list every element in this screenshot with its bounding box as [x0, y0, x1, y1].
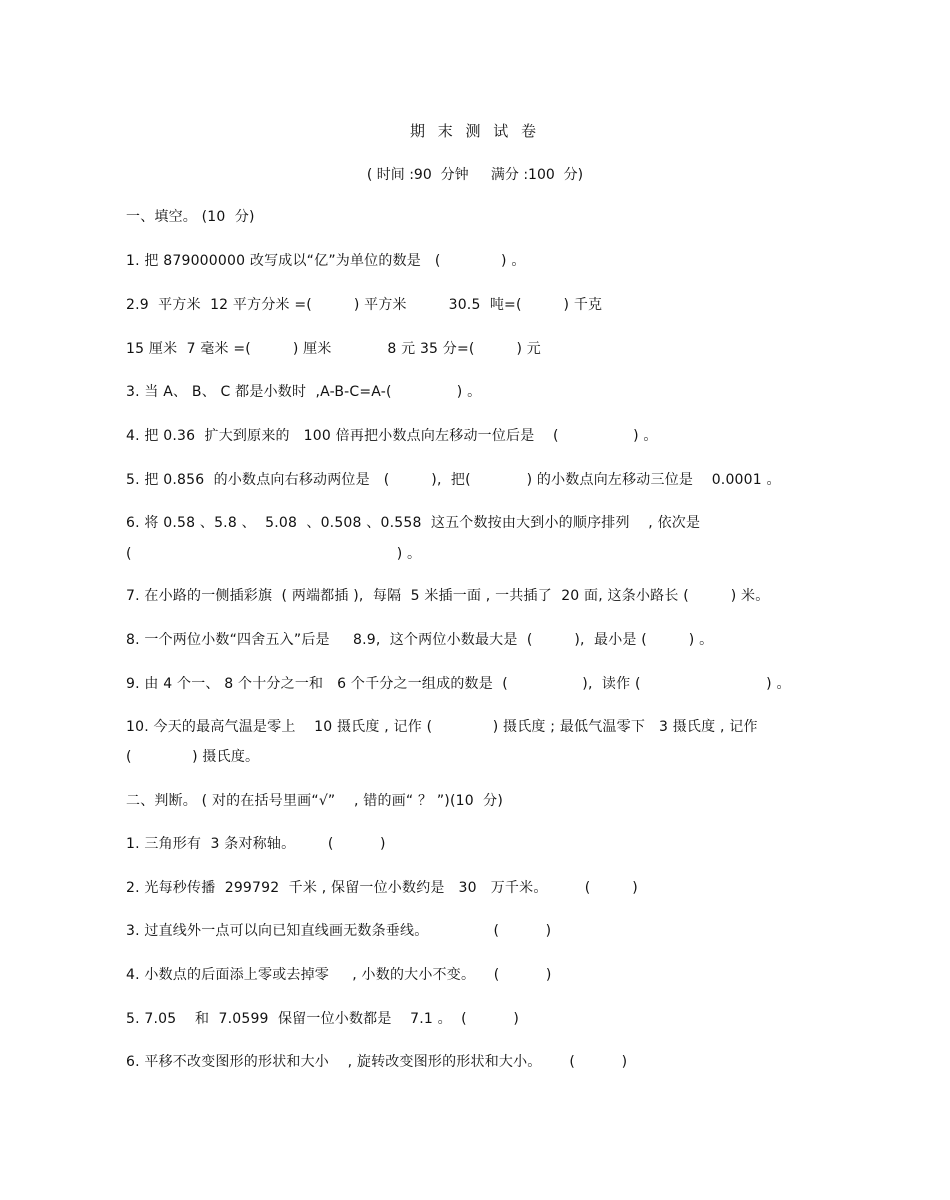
question-line: 10. 今天的最高气温是零上 10 摄氏度 , 记作 ( ) 摄氏度 ; 最低气温零下 3 摄氏度 , 记作	[126, 719, 758, 735]
question-line: 7. 在小路的一侧插彩旗 ( 两端都插 ), 每隔 5 米插一面 , 一共插了 20 面, 这条小路长 ( ) 米。	[126, 588, 770, 604]
exam-info: ( 时间 :90 分钟 满分 :100 分)	[366, 167, 584, 183]
question-line: 5. 把 0.856 的小数点向右移动两位是 ( ), 把( ) 的小数点向左移动三位是 0.0001 。	[126, 472, 781, 488]
question-line: 6. 平移不改变图形的形状和大小 , 旋转改变图形的形状和大小。 ( )	[126, 1054, 628, 1070]
question-line: 4. 把 0.36 扩大到原来的 100 倍再把小数点向左移动一位后是 ( ) 。	[126, 428, 658, 444]
section-heading-fill-in: 一、填空。 (10 分)	[126, 209, 255, 225]
question-line: 1. 把 879000000 改写成以“亿”为单位的数是 ( ) 。	[126, 253, 526, 269]
question-line: 9. 由 4 个一、 8 个十分之一和 6 个千分之一组成的数是 ( ), 读作 ( ) 。	[126, 676, 791, 692]
question-line: 3. 当 A、 B、 C 都是小数时 ,A-B-C=A-( ) 。	[126, 384, 482, 400]
question-line: 8. 一个两位小数“四舍五入”后是 8.9, 这个两位小数最大是 ( ), 最小是 ( ) 。	[126, 632, 714, 648]
question-line: 2.9 平方米 12 平方分米 =( ) 平方米 30.5 吨=( ) 千克	[126, 297, 603, 313]
question-line: 2. 光每秒传播 299792 千米 , 保留一位小数约是 30 万千米。 ( )	[126, 880, 638, 896]
page-title: 期 末 测 试 卷	[409, 122, 541, 140]
question-line: 1. 三角形有 3 条对称轴。 ( )	[126, 836, 386, 852]
question-line: ( ) 。	[126, 546, 422, 562]
question-line: ( ) 摄氏度。	[126, 749, 260, 765]
question-line: 6. 将 0.58 、5.8 、 5.08 、0.508 、0.558 这五个数按由大到小的顺序排列 , 依次是	[126, 515, 701, 531]
question-line: 4. 小数点的后面添上零或去掉零 , 小数的大小不变。 ( )	[126, 967, 552, 983]
question-line: 5. 7.05 和 7.0599 保留一位小数都是 7.1 。 ( )	[126, 1011, 520, 1027]
question-line: 3. 过直线外一点可以向已知直线画无数条垂线。 ( )	[126, 923, 552, 939]
question-line: 15 厘米 7 毫米 =( ) 厘米 8 元 35 分=( ) 元	[126, 341, 541, 357]
section-heading-true-false: 二、判断。 ( 对的在括号里画“√” , 错的画“ ？ ”)(10 分)	[126, 793, 503, 809]
